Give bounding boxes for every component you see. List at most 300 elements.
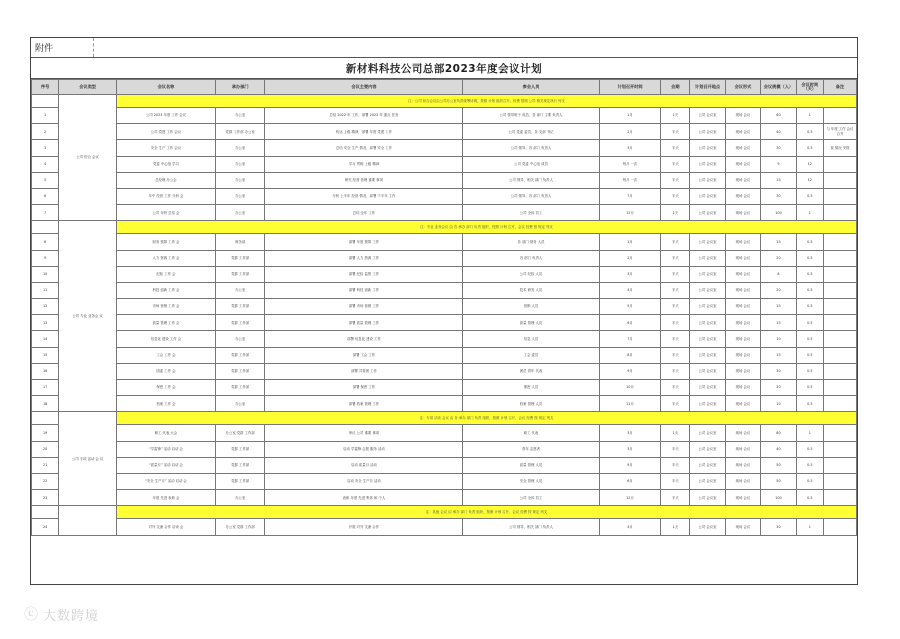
cell-name: 科技 创新 工作 会 <box>116 282 215 298</box>
cell-days: 0.5 <box>796 490 823 506</box>
cell-form: 现场 会议 <box>725 234 760 250</box>
cell-note <box>823 441 856 457</box>
cell-place: 公司 会议室 <box>690 282 725 298</box>
cell-name: 总经理 办公会 <box>116 172 215 188</box>
cell-period: 半天 <box>661 172 690 188</box>
cell-dept: 办公室 <box>215 205 264 221</box>
cell-time: 7月 <box>599 188 661 204</box>
column-header: 序号 <box>32 80 59 95</box>
cell-content: 部署 工会 工作 <box>265 347 463 363</box>
table-row <box>32 457 857 473</box>
cell-note: 视 情况 安排 <box>823 140 856 156</box>
cell-form: 现场 会议 <box>725 363 760 379</box>
cell-note <box>823 396 856 412</box>
cell-scale: 30 <box>761 140 796 156</box>
cell-name: 公司 年终 总结 会 <box>116 205 215 221</box>
cell-attendees: 公司 领导、相关 部门 负责人 <box>463 172 599 188</box>
cell-period: 半天 <box>661 266 690 282</box>
cell-content: 部署 纪检 监察 工作 <box>265 266 463 282</box>
cell-no: 23 <box>32 490 59 506</box>
cell-attendees: 公司 纪检 人员 <box>463 266 599 282</box>
cell-scale: 20 <box>761 250 796 266</box>
cell-period: 半天 <box>661 140 690 156</box>
cell-name: 年度 先进 表彰 会 <box>116 490 215 506</box>
cell-dept: 党群 工作部 <box>215 315 264 331</box>
watermark-text: 大数跨境 <box>43 608 100 624</box>
cell-no: 20 <box>32 441 59 457</box>
cell-name: 公司 党建 工作 会议 <box>116 124 215 140</box>
cell-dept: 党群 工作部 <box>215 299 264 315</box>
cell-name: 工会 工作 会 <box>116 347 215 363</box>
cell-period: 半天 <box>661 315 690 331</box>
cell-attendees: 公司 领导班子 成员、各 部门 主要 负责人 <box>463 108 599 124</box>
cell-content: 分析 上半年 经营 情况，部署 下半年 工作 <box>265 188 463 204</box>
cell-period: 半天 <box>661 156 690 172</box>
cell-form: 现场 会议 <box>725 205 760 221</box>
cell-scale: 15 <box>761 234 796 250</box>
cell-name: 市场 营销 工作 会 <box>116 299 215 315</box>
cell-attendees: 质量 管理 人员 <box>463 457 599 473</box>
cell-no: 22 <box>32 473 59 489</box>
column-header: 会议形式 <box>725 80 760 95</box>
cell-dept: 党群 工作部 <box>215 457 264 473</box>
cell-note <box>823 331 856 347</box>
cell-days: 0.5 <box>796 266 823 282</box>
cell-no: 14 <box>32 331 59 347</box>
column-header: 会议主要内容 <box>265 80 463 95</box>
cell-place: 公司 会议室 <box>690 331 725 347</box>
band-spacer <box>32 412 59 425</box>
cell-attendees: 公司 领导、相关 部门 负责人 <box>463 519 599 535</box>
cell-time: 1月 <box>599 234 661 250</box>
cell-time: 7月 <box>599 331 661 347</box>
cell-place: 公司 会议室 <box>690 347 725 363</box>
cell-no: 11 <box>32 282 59 298</box>
cell-period: 半天 <box>661 380 690 396</box>
cell-name: 团委 工作 会 <box>116 363 215 379</box>
cell-form: 现场 会议 <box>725 108 760 124</box>
cell-note <box>823 205 856 221</box>
cell-dept: 办公室 <box>215 156 264 172</box>
cell-note <box>823 188 856 204</box>
cell-scale: 15 <box>761 299 796 315</box>
cell-no: 8 <box>32 234 59 250</box>
section-band-row <box>32 221 857 234</box>
cell-no: 4 <box>32 156 59 172</box>
cell-content: 传达 上级 精神，部署 年度 党建 工作 <box>265 124 463 140</box>
cell-attendees: 档案 管理 人员 <box>463 396 599 412</box>
cell-form: 现场 会议 <box>725 396 760 412</box>
cell-time: 3月 <box>599 425 661 441</box>
cell-period: 1天 <box>661 205 690 221</box>
cell-scale: 15 <box>761 347 796 363</box>
cell-dept: 办公室 <box>215 282 264 298</box>
cell-note <box>823 108 856 124</box>
cell-place: 公司 会议室 <box>690 124 725 140</box>
cell-place: 公司 会议室 <box>690 299 725 315</box>
cell-no: 17 <box>32 380 59 396</box>
cell-name: 年中 经营 工作 分析 会 <box>116 188 215 204</box>
cell-dept: 办公室 <box>215 490 264 506</box>
table-row <box>32 490 857 506</box>
cell-form: 现场 会议 <box>725 519 760 535</box>
section-note: 注：其他 会议 由 承办 部门 负责 组织，按照 计划 召开，会议 经费 按 规定 列支 <box>116 506 856 519</box>
cell-days: 1 <box>796 205 823 221</box>
cell-days: 0.5 <box>796 396 823 412</box>
cell-dept: 办公室 <box>215 396 264 412</box>
cell-name: 质量 管理 工作 会 <box>116 315 215 331</box>
cell-place: 公司 会议室 <box>690 519 725 535</box>
cell-time: 9月 <box>599 457 661 473</box>
cell-place: 公司 会议室 <box>690 441 725 457</box>
section-note: 注：专项 活动 会议 由 各 承办 部门 负责 组织，按照 计划 召开，会议 经费 按 规定 列支 <box>116 412 856 425</box>
cell-note <box>823 156 856 172</box>
cell-content: 部署 市场 营销 工作 <box>265 299 463 315</box>
cell-name: 保密 工作 会 <box>116 380 215 396</box>
cell-days: 0.5 <box>796 234 823 250</box>
cell-note <box>823 234 856 250</box>
cell-days: 1 <box>796 108 823 124</box>
table-row <box>32 156 857 172</box>
cell-form: 现场 会议 <box>725 188 760 204</box>
cell-no: 6 <box>32 188 59 204</box>
cell-form: 现场 会议 <box>725 266 760 282</box>
cell-content: 部署 共青团 工作 <box>265 363 463 379</box>
cell-place: 公司 会议室 <box>690 266 725 282</box>
cell-time: 11月 <box>599 396 661 412</box>
cell-period: 半天 <box>661 331 690 347</box>
cell-name: 安全 生产 工作 会议 <box>116 140 215 156</box>
cell-attendees: 公司 领导、各 部门 负责人 <box>463 188 599 204</box>
cell-time: 2月 <box>599 250 661 266</box>
cell-form: 现场 会议 <box>725 473 760 489</box>
cell-time: 2月 <box>599 124 661 140</box>
cell-form: 现场 会议 <box>725 347 760 363</box>
cell-note <box>823 490 856 506</box>
cell-attendees: 安全 管理 人员 <box>463 473 599 489</box>
category-cell: 公司 专业 业务会 议 <box>59 221 117 412</box>
cell-no: 1 <box>32 108 59 124</box>
cell-attendees: 团员 青年 代表 <box>463 363 599 379</box>
cell-content: 研究 经营 管理 重要 事项 <box>265 172 463 188</box>
cell-period: 半天 <box>661 396 690 412</box>
section-note: 注：公司 综合会议由公司办公室负责统筹协调，按照 计划 组织召开，经费 按照 公司 相关规定执行 列支 <box>116 95 856 108</box>
cell-scale: 20 <box>761 380 796 396</box>
cell-scale: 30 <box>761 188 796 204</box>
cell-note <box>823 363 856 379</box>
cell-place: 公司 会议室 <box>690 315 725 331</box>
cell-attendees: 各 部门 负责人 <box>463 250 599 266</box>
cell-no: 19 <box>32 425 59 441</box>
table-row <box>32 441 857 457</box>
cell-place: 公司 会议室 <box>690 108 725 124</box>
cell-days: 0.5 <box>796 188 823 204</box>
cell-form: 现场 会议 <box>725 299 760 315</box>
cell-scale: 50 <box>761 473 796 489</box>
table-row <box>32 205 857 221</box>
column-header: 会议规模（人） <box>761 80 796 95</box>
cell-form: 现场 会议 <box>725 124 760 140</box>
category-cell: 公司 专项 活动 会 议 <box>59 412 117 506</box>
cell-form: 现场 会议 <box>725 490 760 506</box>
cell-no: 3 <box>32 140 59 156</box>
cell-content: 部署 科技 创新 工作 <box>265 282 463 298</box>
cell-dept: 办公室 <box>215 108 264 124</box>
cell-name: 党委 中心组 学习 <box>116 156 215 172</box>
cell-time: 9月 <box>599 363 661 379</box>
table-row <box>32 380 857 396</box>
cell-dept: 办公室 党群 工作部 <box>215 519 264 535</box>
cell-attendees: 营销 人员 <box>463 299 599 315</box>
cell-note <box>823 315 856 331</box>
cell-no: 18 <box>32 396 59 412</box>
cell-dept: 办公室 <box>215 188 264 204</box>
cell-dept: 党群 工作部 <box>215 250 264 266</box>
cell-name: 财务 预算 工作 会 <box>116 234 215 250</box>
column-header: 会议类型 <box>59 80 117 95</box>
table-row <box>32 396 857 412</box>
cell-name: “学雷锋” 活动 启动 会 <box>116 441 215 457</box>
cell-period: 半天 <box>661 363 690 379</box>
cell-dept: 党群 工作部 <box>215 473 264 489</box>
cell-attendees: 公司 全体 员工 <box>463 205 599 221</box>
cell-no: 15 <box>32 347 59 363</box>
cell-scale: 100 <box>761 490 796 506</box>
cell-scale: 8 <box>761 266 796 282</box>
band-spacer <box>32 506 59 519</box>
cell-note <box>823 282 856 298</box>
cell-form: 现场 会议 <box>725 315 760 331</box>
cell-scale: 80 <box>761 425 796 441</box>
cell-content: 部署 保密 工作 <box>265 380 463 396</box>
cell-name: “安全 生产月” 活动 启动 会 <box>116 473 215 489</box>
document-title: 新材料科技公司总部2023年度会议计划 <box>31 58 857 79</box>
cell-scale: 15 <box>761 172 796 188</box>
cell-scale: 40 <box>761 124 796 140</box>
table-row <box>32 425 857 441</box>
cell-content: 启动 学雷锋 志愿 服务 活动 <box>265 441 463 457</box>
cell-note <box>823 380 856 396</box>
column-header: 计划召开地点 <box>690 80 725 95</box>
cell-time: 5月 <box>599 299 661 315</box>
cell-attendees: 公司 党委 委员、各 支部 书记 <box>463 124 599 140</box>
cell-period: 半天 <box>661 250 690 266</box>
cell-scale: 30 <box>761 363 796 379</box>
table-row <box>32 234 857 250</box>
cell-attendees: 工会 委员 <box>463 347 599 363</box>
watermark-logo-icon: ⓒ <box>24 607 39 623</box>
cell-dept: 党群 工作部 <box>215 380 264 396</box>
cell-no: 5 <box>32 172 59 188</box>
table-row <box>32 172 857 188</box>
cell-place: 公司 会议室 <box>690 473 725 489</box>
section-band-row <box>32 412 857 425</box>
column-header: 会期 <box>661 80 690 95</box>
cell-content: 总结 2022 年 工作，部署 2023 年 重点 任务 <box>265 108 463 124</box>
column-header: 会议时间（天） <box>796 80 823 95</box>
cell-place: 公司 会议室 <box>690 140 725 156</box>
cell-scale: 60 <box>761 108 796 124</box>
cell-no: 21 <box>32 457 59 473</box>
cell-place: 公司 会议室 <box>690 234 725 250</box>
cell-dept: 办公室 <box>215 140 264 156</box>
watermark <box>24 604 99 624</box>
cell-scale: 100 <box>761 205 796 221</box>
cell-content: 表彰 年度 先进 集体 和 个人 <box>265 490 463 506</box>
section-band-row <box>32 95 857 108</box>
cell-scale: 30 <box>761 519 796 535</box>
cell-scale: 10 <box>761 396 796 412</box>
cell-note <box>823 457 856 473</box>
cell-days: 0.5 <box>796 315 823 331</box>
cell-name: 档案 工作 会 <box>116 396 215 412</box>
cell-time: 每月 一次 <box>599 156 661 172</box>
cell-days: 0.5 <box>796 140 823 156</box>
cell-note <box>823 519 856 535</box>
cell-period: 半天 <box>661 457 690 473</box>
table-header-row <box>32 80 857 95</box>
cell-period: 半天 <box>661 188 690 204</box>
table-row <box>32 108 857 124</box>
cell-period: 半天 <box>661 234 690 250</box>
cell-place: 公司 会议室 <box>690 380 725 396</box>
cell-form: 现场 会议 <box>725 156 760 172</box>
attachment-label: 附件 <box>31 38 94 57</box>
table-row <box>32 282 857 298</box>
cell-name: 纪检 工作 会 <box>116 266 215 282</box>
table-row <box>32 347 857 363</box>
cell-period: 半天 <box>661 490 690 506</box>
cell-place: 公司 会议室 <box>690 172 725 188</box>
cell-days: 0.5 <box>796 473 823 489</box>
cell-no: 12 <box>32 299 59 315</box>
cell-note <box>823 347 856 363</box>
cell-dept: 办公室 党群 工作部 <box>215 425 264 441</box>
cell-content: 部署 人力 资源 工作 <box>265 250 463 266</box>
cell-note <box>823 250 856 266</box>
cell-time: 3月 <box>599 140 661 156</box>
cell-period: 1天 <box>661 108 690 124</box>
table-row <box>32 140 857 156</box>
cell-dept: 党群 工作部 <box>215 347 264 363</box>
cell-time: 12月 <box>599 205 661 221</box>
cell-no: 24 <box>32 519 59 535</box>
cell-time: 6月 <box>599 315 661 331</box>
cell-days: 0.5 <box>796 363 823 379</box>
cell-place: 公司 会议室 <box>690 156 725 172</box>
cell-form: 现场 会议 <box>725 380 760 396</box>
cell-form: 现场 会议 <box>725 140 760 156</box>
cell-time: 10月 <box>599 380 661 396</box>
cell-content: 总结 全年 工作 <box>265 205 463 221</box>
cell-attendees: 公司 全体 员工 <box>463 490 599 506</box>
cell-dept: 财务部 <box>215 234 264 250</box>
cell-days: 0.5 <box>796 282 823 298</box>
table-row <box>32 331 857 347</box>
cell-scale: 50 <box>761 457 796 473</box>
cell-content: 部署 年度 预算 工作 <box>265 234 463 250</box>
spreadsheet-sheet <box>30 37 858 585</box>
cell-scale: 10 <box>761 331 796 347</box>
cell-dept: 办公室 <box>215 331 264 347</box>
cell-time: 1月 <box>599 108 661 124</box>
cell-scale: 20 <box>761 282 796 298</box>
band-spacer <box>32 95 59 108</box>
cell-form: 现场 会议 <box>725 457 760 473</box>
cell-place: 公司 会议室 <box>690 425 725 441</box>
cell-days: 12 <box>796 172 823 188</box>
table-row <box>32 124 857 140</box>
cell-no: 10 <box>32 266 59 282</box>
cell-form: 现场 会议 <box>725 425 760 441</box>
cell-attendees: 各 部门 财务 人员 <box>463 234 599 250</box>
attachment-row <box>31 38 857 58</box>
cell-name: 人力 资源 工作 会 <box>116 250 215 266</box>
table-row <box>32 363 857 379</box>
category-cell <box>59 506 117 535</box>
table-row <box>32 473 857 489</box>
cell-days: 0.5 <box>796 380 823 396</box>
cell-form: 现场 会议 <box>725 441 760 457</box>
cell-days: 0.5 <box>796 457 823 473</box>
cell-time: 每月 一次 <box>599 172 661 188</box>
cell-days: 0.5 <box>796 124 823 140</box>
cell-time: 4月 <box>599 519 661 535</box>
cell-no: 7 <box>32 205 59 221</box>
cell-name: “质量月” 活动 启动 会 <box>116 457 215 473</box>
cell-dept: 党群 工作部 <box>215 266 264 282</box>
cell-time: 4月 <box>599 282 661 298</box>
cell-place: 公司 会议室 <box>690 363 725 379</box>
cell-time: 3月 <box>599 441 661 457</box>
table-row <box>32 315 857 331</box>
table-row <box>32 188 857 204</box>
cell-attendees: 青年 志愿者 <box>463 441 599 457</box>
cell-period: 半天 <box>661 299 690 315</box>
cell-content: 部署 档案 管理 工作 <box>265 396 463 412</box>
cell-name: 职工 代表 大会 <box>116 425 215 441</box>
cell-dept: 党群 工作部 <box>215 363 264 379</box>
cell-note <box>823 266 856 282</box>
cell-period: 半天 <box>661 124 690 140</box>
cell-attendees: 公司 党委 中心组 成员 <box>463 156 599 172</box>
table-row <box>32 266 857 282</box>
cell-time: 6月 <box>599 473 661 489</box>
cell-content: 审议 公司 重要 事项 <box>265 425 463 441</box>
category-cell: 公司 综合 会议 <box>59 95 117 221</box>
cell-place: 公司 会议室 <box>690 188 725 204</box>
cell-name: 公司 2023 年度 工作 会议 <box>116 108 215 124</box>
cell-name: 信息化 建设 工作 会 <box>116 331 215 347</box>
cell-form: 现场 会议 <box>725 172 760 188</box>
cell-place: 公司 会议室 <box>690 250 725 266</box>
cell-content: 学习 贯彻 上级 精神 <box>265 156 463 172</box>
cell-period: 半天 <box>661 282 690 298</box>
cell-content: 开展 对外 交流 合作 <box>265 519 463 535</box>
cell-attendees: 保密 人员 <box>463 380 599 396</box>
table-row <box>32 519 857 535</box>
section-band-row <box>32 506 857 519</box>
cell-form: 现场 会议 <box>725 250 760 266</box>
cell-time: 3月 <box>599 266 661 282</box>
cell-period: 半天 <box>661 473 690 489</box>
cell-place: 公司 会议室 <box>690 396 725 412</box>
cell-scale: 15 <box>761 315 796 331</box>
cell-attendees: 信息 人员 <box>463 331 599 347</box>
cell-period: 1天 <box>661 425 690 441</box>
cell-attendees: 质量 管理 人员 <box>463 315 599 331</box>
cell-no: 2 <box>32 124 59 140</box>
